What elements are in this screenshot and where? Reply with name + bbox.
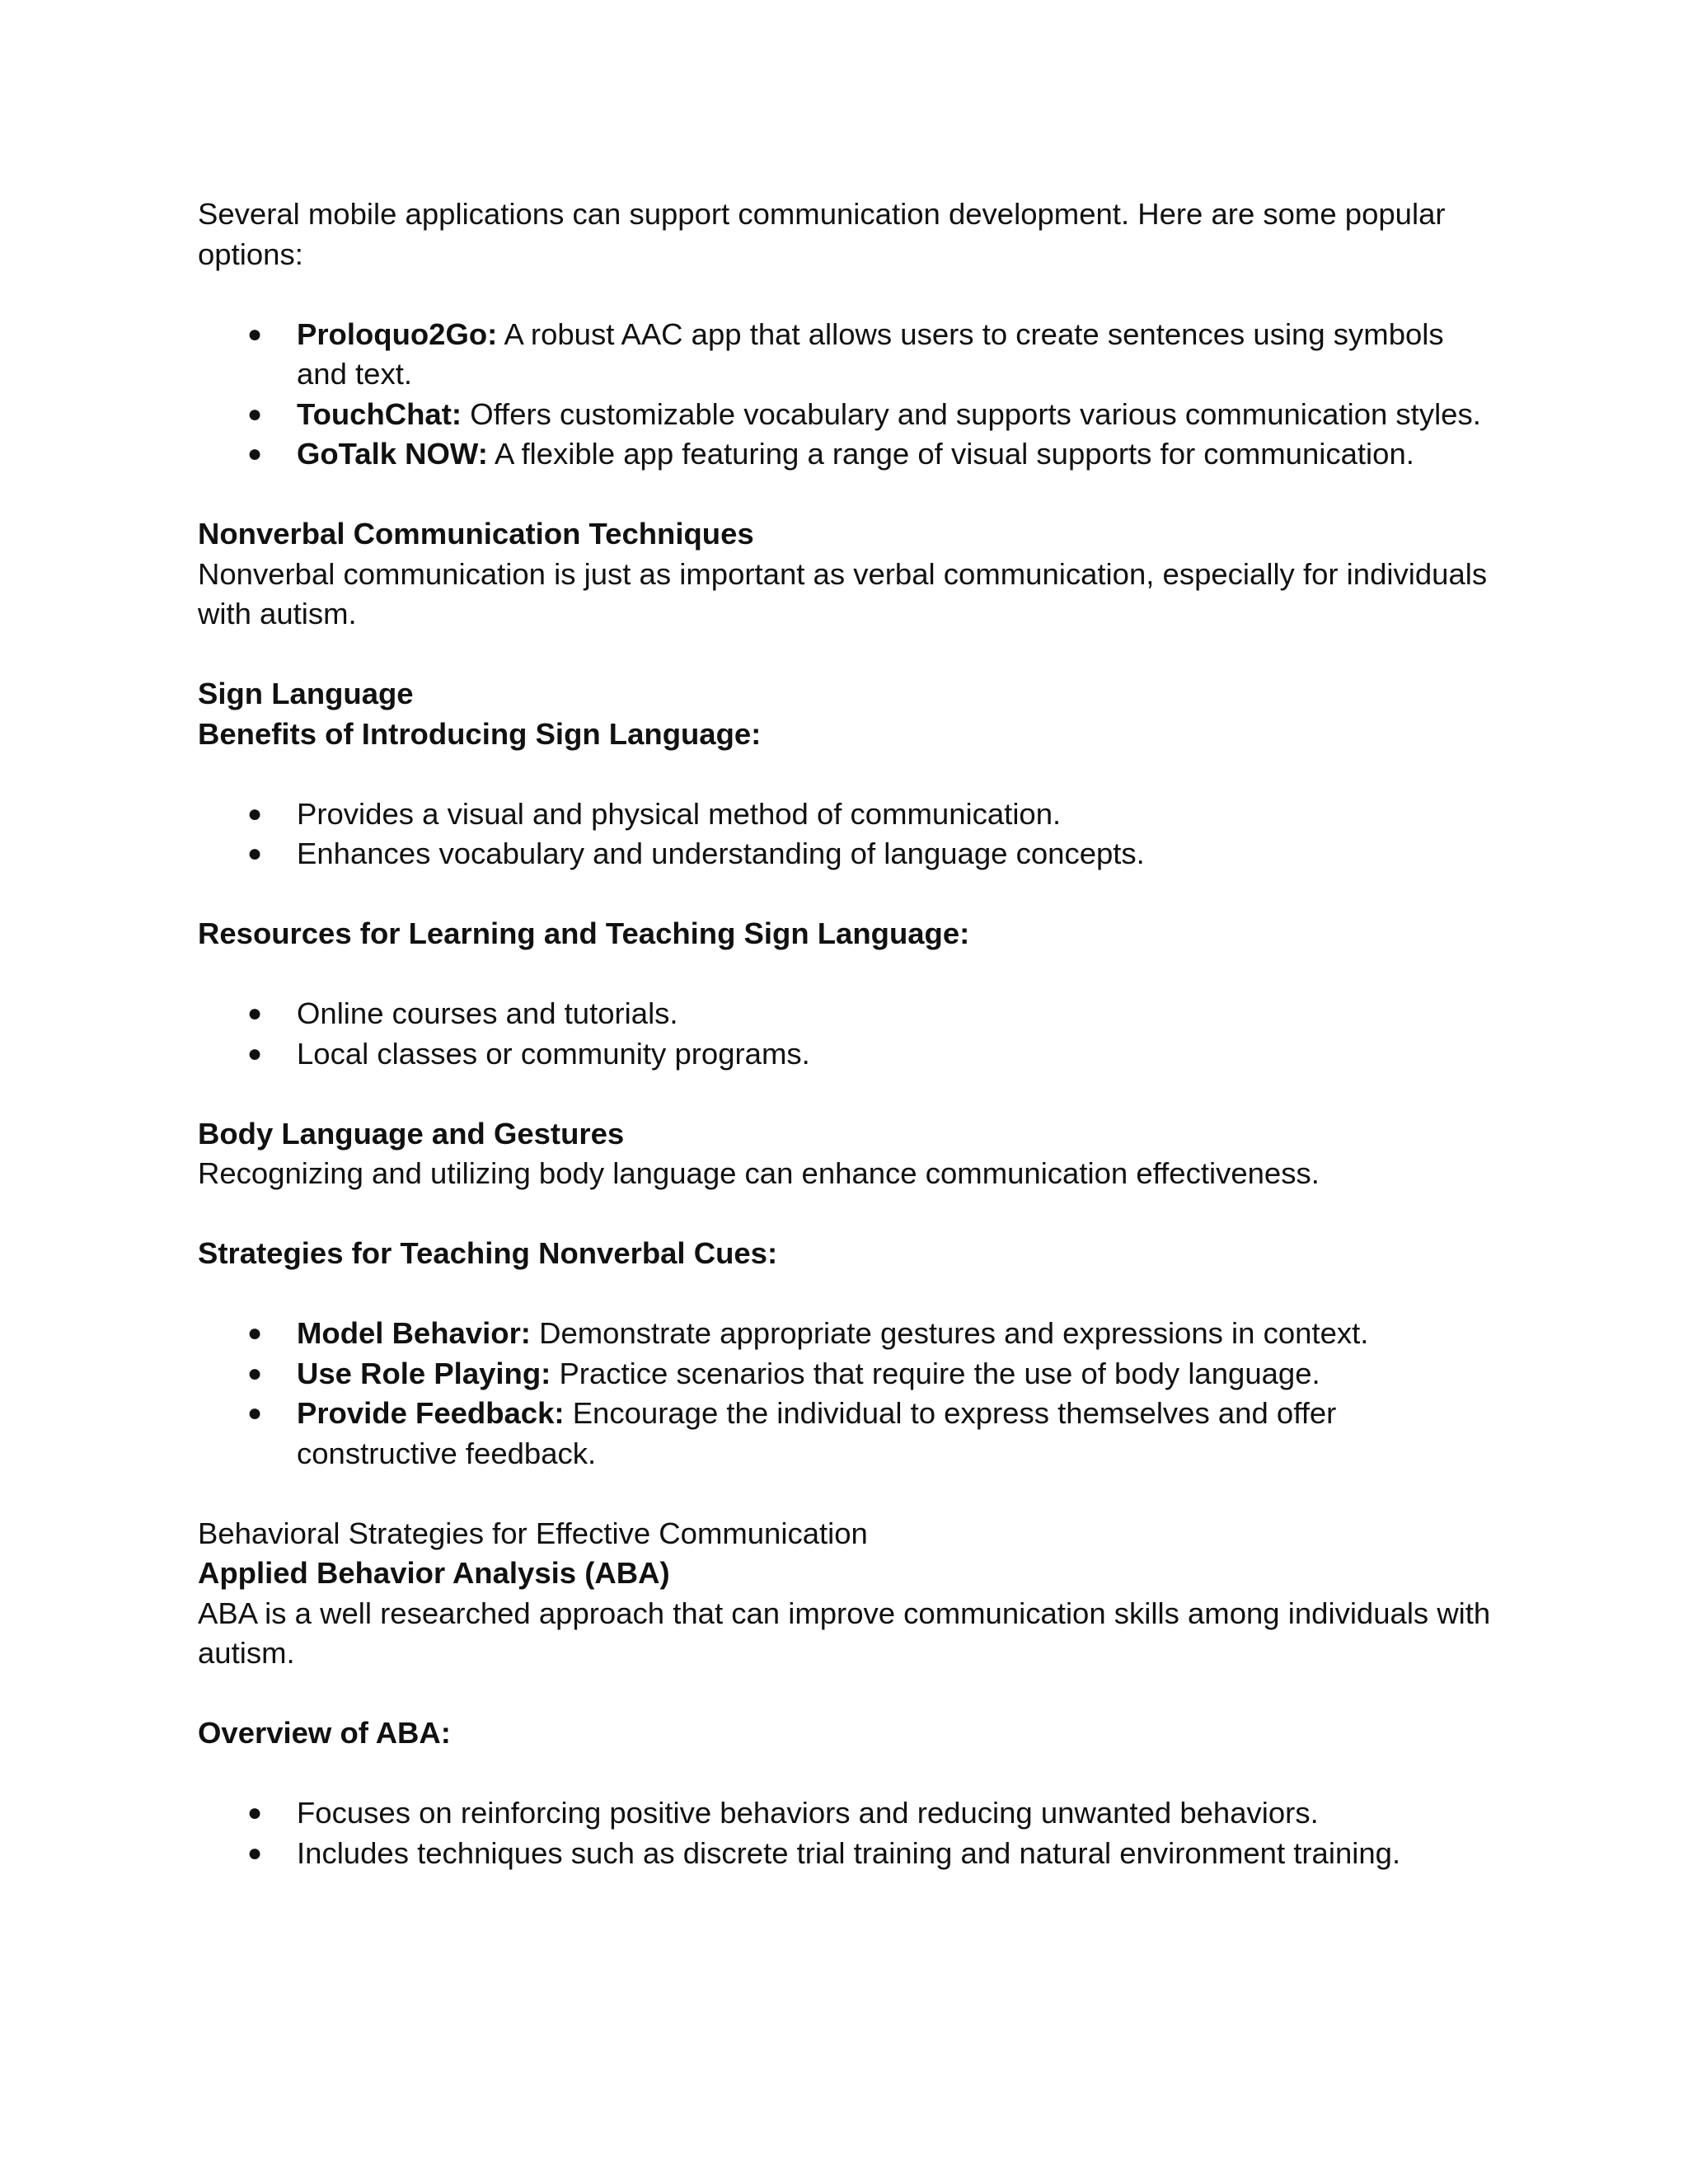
spacer [198, 1474, 1500, 1514]
strategy-description: Demonstrate appropriate gestures and expressions in context. [530, 1316, 1369, 1350]
bullet-icon: ● [247, 840, 263, 867]
sign-resources-list [198, 994, 1500, 1074]
nonverbal-paragraph: Nonverbal communication is just as important as verbal communication, especially for individuals with autism. [198, 556, 1488, 630]
sign-language-heading: Sign Language [198, 677, 414, 710]
bullet-icon: ● [247, 1359, 263, 1387]
apps-list [198, 315, 1500, 475]
list-item [198, 994, 1500, 1034]
list-item [198, 834, 1500, 874]
bullet-icon: ● [247, 440, 263, 467]
strategy-name: Provide Feedback: [297, 1396, 565, 1430]
nonverbal-heading: Nonverbal Communication Techniques [198, 517, 754, 551]
list-item-text: Enhances vocabulary and understanding of language concepts. [297, 837, 1145, 870]
bullet-icon: ● [247, 1000, 263, 1027]
body-language-paragraph: Recognizing and utilizing body language can enhance communication effectiveness. [198, 1156, 1320, 1190]
aba-paragraph: ABA is a well researched approach that can improve communication skills among individuals with autism. [198, 1596, 1491, 1670]
body-language-heading: Body Language and Gestures [198, 1116, 625, 1151]
spacer [198, 874, 1500, 915]
list-item-text: Provides a visual and physical method of communication. [297, 796, 1062, 831]
list-item-text: Local classes or community programs. [297, 1036, 810, 1071]
bullet-icon: ● [247, 1039, 263, 1067]
strategy-name: Model Behavior: [297, 1316, 531, 1350]
sign-benefits-list [198, 794, 1500, 874]
app-description: A robust AAC app that allows users to create sentences using symbols and text. [297, 316, 1444, 391]
list-item-role-playing [198, 1354, 1500, 1394]
spacer [198, 1754, 1500, 1794]
list-item-touchchat [198, 395, 1500, 435]
aba-overview-heading: Overview of ABA: [198, 1716, 451, 1750]
intro-paragraph: Several mobile applications can support communication development. Here are some popular options: [198, 197, 1446, 271]
strategies-list [198, 1314, 1500, 1474]
app-name: GoTalk NOW: [297, 437, 488, 471]
bullet-icon: ● [247, 400, 263, 428]
strategy-description: Encourage the individual to express themselves and offer constructive feedback. [297, 1396, 1337, 1470]
bullet-icon: ● [247, 320, 263, 348]
spacer [198, 274, 1500, 315]
spacer [198, 1194, 1500, 1235]
strategy-description: Practice scenarios that require the use of body language. [551, 1356, 1320, 1390]
bullet-icon: ● [247, 799, 263, 827]
bullet-icon: ● [247, 1799, 263, 1826]
aba-overview-list [198, 1793, 1500, 1873]
spacer [198, 475, 1500, 515]
list-item [198, 1834, 1500, 1874]
spacer [198, 1674, 1500, 1714]
document-page [198, 194, 1500, 1873]
strategy-name: Use Role Playing: [297, 1356, 551, 1390]
spacer [198, 1274, 1500, 1315]
list-item-text: Includes techniques such as discrete trial training and natural environment training. [297, 1835, 1401, 1870]
list-item-model-behavior [198, 1314, 1500, 1354]
sign-resources-heading: Resources for Learning and Teaching Sign Language: [198, 916, 970, 950]
list-item-provide-feedback [198, 1394, 1500, 1474]
list-item-text: Online courses and tutorials. [297, 996, 678, 1030]
list-item [198, 1793, 1500, 1834]
strategies-heading: Strategies for Teaching Nonverbal Cues: [198, 1236, 778, 1270]
behavioral-title: Behavioral Strategies for Effective Communication [198, 1516, 868, 1550]
spacer [198, 954, 1500, 995]
app-description: A flexible app featuring a range of visual supports for communication. [487, 437, 1414, 471]
list-item-proloquo2go [198, 315, 1500, 395]
list-item-gotalk-now [198, 434, 1500, 475]
list-item [198, 1034, 1500, 1075]
spacer [198, 635, 1500, 675]
aba-heading: Applied Behavior Analysis (ABA) [198, 1556, 670, 1590]
sign-benefits-heading: Benefits of Introducing Sign Language: [198, 716, 762, 751]
app-description: Offers customizable vocabulary and supports various communication styles. [462, 396, 1481, 431]
list-item-text: Focuses on reinforcing positive behaviors and reducing unwanted behaviors. [297, 1796, 1319, 1830]
list-item [198, 794, 1500, 835]
bullet-icon: ● [247, 1399, 263, 1427]
bullet-icon: ● [247, 1319, 263, 1347]
bullet-icon: ● [247, 1839, 263, 1867]
app-name: Proloquo2Go: [297, 316, 498, 351]
spacer [198, 754, 1500, 794]
spacer [198, 1074, 1500, 1114]
app-name: TouchChat: [297, 396, 462, 431]
